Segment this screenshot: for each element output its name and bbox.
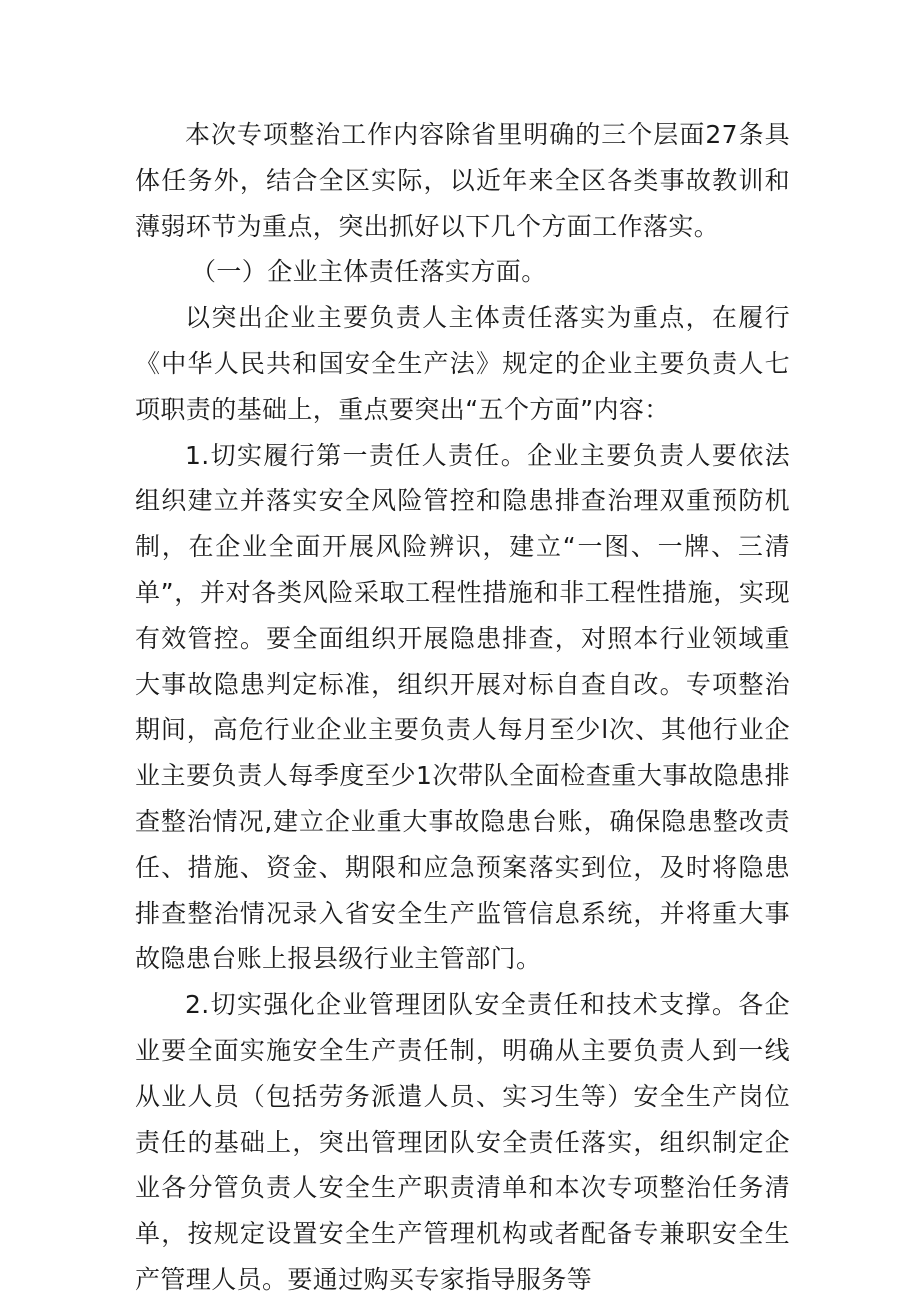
paragraph-item-2: 2.切实强化企业管理团队安全责任和技术支撑。各企业要全面实施安全生产责任制，明确从主要负责人到一线从业人员（包括劳务派遣人员、实习生等）安全生产岗位责任的基础上，突出管理团队安全责任落实，组织制定企业各分管负责人安全生产职责清单和本次专项整治任务清单，按规定设置安全生产管理机构或者配备专兼职安全生产管理人员。要通过购买专家指导服务等 bbox=[135, 990, 790, 1294]
document-body bbox=[135, 112, 790, 1303]
paragraph-item-1: 1.切实履行第一责任人责任。企业主要负责人要依法组织建立并落实安全风险管控和隐患排查治理双重预防机制，在企业全面开展风险辨识，建立“一图、一牌、三清单”，并对各类风险采取工程性措施和非工程性措施，实现有效管控。要全面组织开展隐患排查，对照本行业领域重大事故隐患判定标准，组织开展对标自查自改。专项整治期间，高危行业企业主要负责人每月至少l次、其他行业企业主要负责人每季度至少1次带队全面检查重大事故隐患排查整治情况,建立企业重大事故隐患台账，确保隐患整改责任、措施、资金、期限和应急预案落实到位，及时将隐患排查整治情况录入省安全生产监管信息系统，并将重大事故隐患台账上报县级行业主管部门。 bbox=[135, 440, 790, 974]
section-heading-1: （一）企业主体责任落实方面。 bbox=[191, 257, 547, 287]
paragraph-section-1-lead: 以突出企业主要负责人主体责任落实为重点，在履行《中华人民共和国安全生产法》规定的企业主要负责人七项职责的基础上，重点要突出“五个方面”内容： bbox=[135, 303, 790, 424]
paragraph-intro: 本次专项整治工作内容除省里明确的三个层面27条具体任务外，结合全区实际，以近年来全区各类事故教训和薄弱环节为重点，突出抓好以下几个方面工作落实。 bbox=[135, 120, 790, 241]
